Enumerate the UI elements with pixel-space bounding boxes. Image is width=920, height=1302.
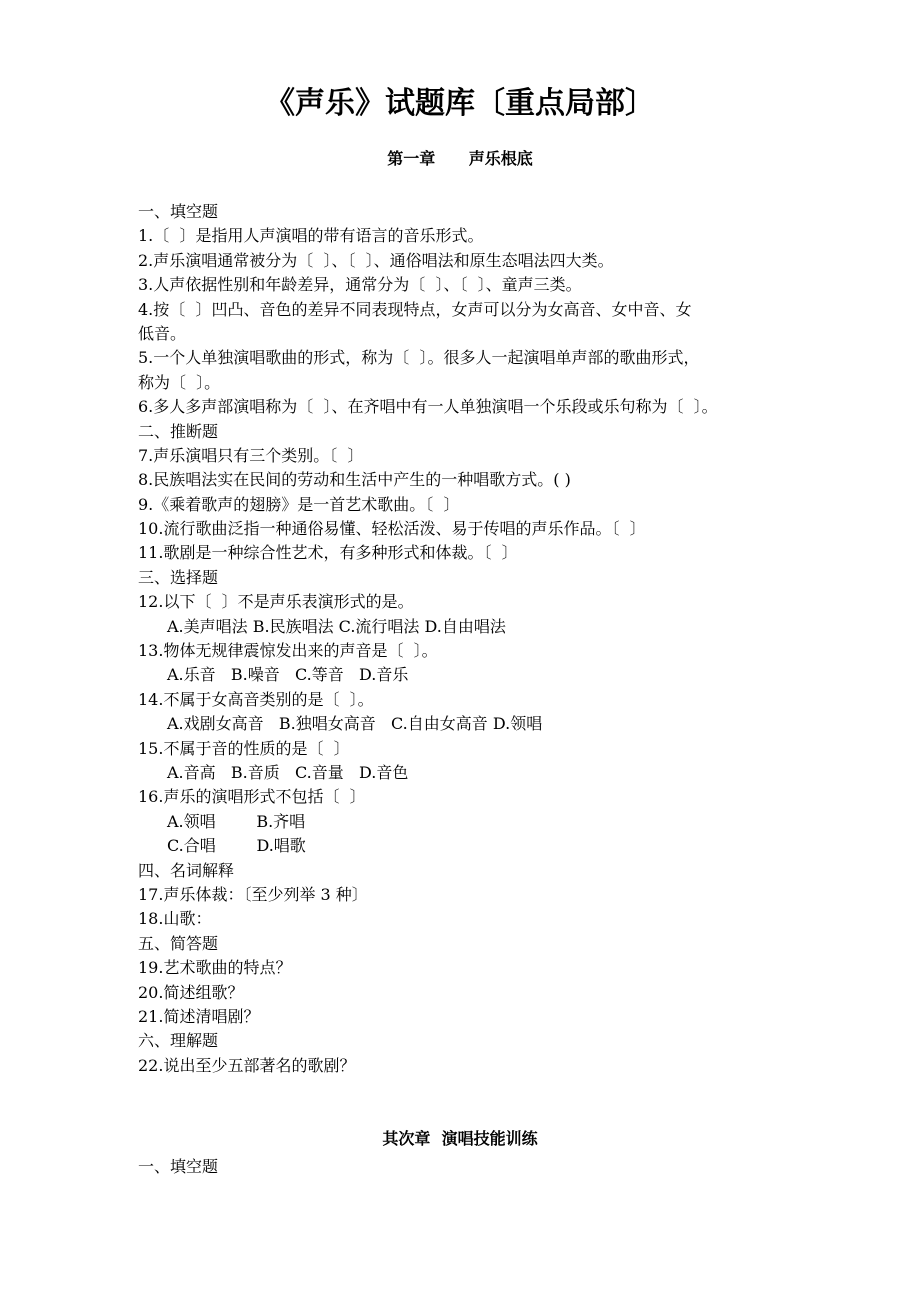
question-text: 6.多人多声部演唱称为〔 〕、在齐唱中有一人单独演唱一个乐段或乐句称为〔 〕。: [138, 397, 718, 417]
question-text: 18.山歌：: [138, 909, 212, 929]
section-heading: 五、简答题: [138, 933, 219, 953]
section-heading: 六、理解题: [138, 1031, 219, 1051]
section-heading: 四、名词解释: [138, 860, 235, 880]
section-heading: 一、填空题: [138, 1157, 219, 1176]
answer-options: A.乐音 B.噪音 C.等音 D.音乐: [167, 665, 409, 685]
chapter-1-body: [138, 200, 788, 1078]
question-text: 3.人声依据性别和年龄差异，通常分为〔 〕、〔 〕、童声三类。: [138, 275, 582, 295]
answer-options: C.合唱 D.唱歌: [167, 836, 306, 856]
chapter-2-heading: 其次章 演唱技能训练: [382, 1129, 538, 1148]
question-text: 10.流行歌曲泛指一种通俗易懂、轻松活泼、易于传唱的声乐作品。〔 〕: [138, 519, 646, 539]
document-title: 《声乐》试题库〔重点局部〕: [265, 86, 655, 121]
question-text: 17.声乐体裁：〔至少列举 3 种〕: [138, 884, 368, 904]
question-text: 称为〔 〕。: [138, 372, 221, 392]
question-text: 8.民族唱法实在民间的劳动和生活中产生的一种唱歌方式。( ): [138, 470, 571, 490]
chapter-1-heading: 第一章 声乐根底: [387, 149, 533, 168]
question-text: 14.不属于女高音类别的是〔 〕。: [138, 689, 374, 709]
question-text: 21.简述清唱剧？: [138, 1006, 260, 1026]
answer-options: A.戏剧女高音 B.独唱女高音 C.自由女高音 D.领唱: [167, 714, 543, 734]
question-text: 19.艺术歌曲的特点？: [138, 958, 292, 978]
section-heading: 一、填空题: [138, 202, 219, 221]
question-text: 16.声乐的演唱形式不包括〔 〕: [138, 787, 366, 807]
answer-options: A.美声唱法 B.民族唱法 C.流行唱法 D.自由唱法: [167, 616, 506, 636]
question-text: 7.声乐演唱只有三个类别。〔 〕: [138, 445, 364, 465]
question-text: 4.按〔 〕凹凸、音色的差异不同表现特点，女声可以分为女高音、女中音、女: [138, 299, 692, 319]
question-text: 低音。: [138, 323, 187, 343]
question-text: 5.一个人单独演唱歌曲的形式，称为〔 〕。很多人一起演唱单声部的歌曲形式，: [138, 348, 700, 368]
question-text: 2.声乐演唱通常被分为〔 〕、〔 〕、通俗唱法和原生态唱法四大类。: [138, 250, 614, 270]
question-text: 11.歌剧是一种综合性艺术，有多种形式和体裁。〔 〕: [138, 543, 518, 563]
answer-options: A.领唱 B.齐唱: [167, 811, 306, 831]
question-text: 20.简述组歌？: [138, 982, 244, 1002]
section-heading: 二、推断题: [138, 421, 219, 441]
question-text: 15.不属于音的性质的是〔 〕: [138, 738, 350, 758]
section-heading: 三、选择题: [138, 567, 219, 587]
question-text: 1.〔 〕是指用人声演唱的带有语言的音乐形式。: [138, 226, 484, 246]
question-text: 12.以下〔 〕不是声乐表演形式的是。: [138, 592, 414, 612]
question-text: 22.说出至少五部著名的歌剧？: [138, 1055, 356, 1075]
chapter-2-body: [138, 1155, 788, 1179]
question-text: 13.物体无规律震惊发出来的声音是〔 〕。: [138, 641, 438, 661]
answer-options: A.音高 B.音质 C.音量 D.音色: [167, 762, 409, 782]
question-text: 9.《乘着歌声的翅膀》是一首艺术歌曲。〔 〕: [138, 494, 460, 514]
